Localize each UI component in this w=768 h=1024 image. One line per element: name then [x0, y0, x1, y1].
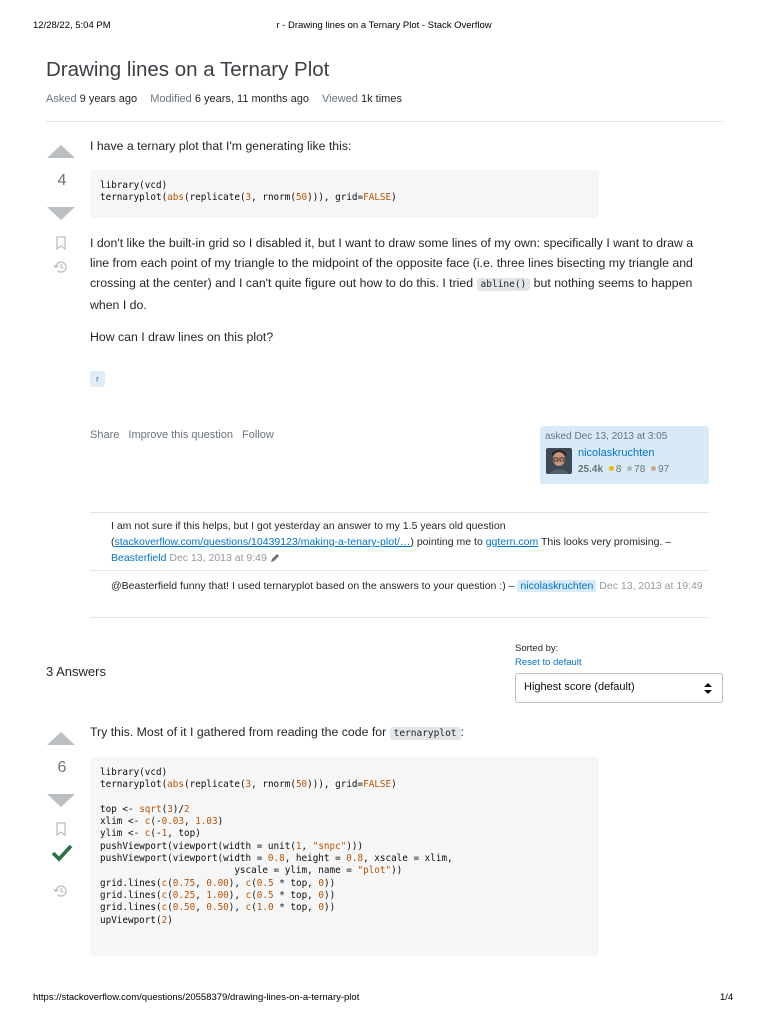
inline-code-ternaryplot: ternaryplot — [390, 727, 461, 740]
comment-date[interactable]: Dec 13, 2013 at 19:49 — [599, 580, 703, 592]
comment-divider — [90, 570, 709, 571]
sort-select[interactable] — [515, 673, 723, 703]
bronze-badge-icon — [651, 466, 656, 471]
print-url: https://stackoverflow.com/questions/20558379/drawing-lines-on-a-ternary-plot — [33, 992, 360, 1003]
comment-link[interactable]: stackoverflow.com/questions/10439123/making-a-tenary-plot/… — [114, 536, 411, 548]
question-title[interactable]: Drawing lines on a Ternary Plot — [46, 58, 330, 81]
reset-sort-link[interactable]: Reset to default — [515, 657, 582, 668]
reputation-score: 25.4k — [578, 464, 604, 475]
accepted-checkmark-icon — [51, 843, 73, 868]
comment-user-link[interactable]: nicolaskruchten — [517, 580, 596, 592]
comment-user-link[interactable]: Beasterfield — [111, 552, 167, 564]
answer-code-block: library(vcd) ternaryplot(abs(replicate(3, rnorm(50))), grid=FALSE) top <- sqrt(3)/2 xlim <- c(-0.03, 1.03) ylim <- c(-1, top) pushViewport(viewport(width = unit(1, "snpc"))) pushViewport(viewport(width = 0.8, height = 0.8, xscale = xlim, yscale = ylim, name = "plot")) grid.lines(c(0.75, 0.00), c(0.5 * top, 0)) grid.lines(c(0.25, 1.00), c(0.5 * top, 0)) grid.lines(c(0.50, 0.50), c(1.0 * top, 0)) upViewport(2) — [90, 757, 599, 956]
history-icon[interactable] — [53, 883, 69, 904]
title-divider — [46, 121, 723, 122]
silver-badge-count: 78 — [634, 464, 646, 475]
question-score: 4 — [57, 172, 67, 189]
comment: @Beasterfield funny that! I used ternaryplot based on the answers to your question :) – nicolaskruchten Dec 13, 2013 at 19:49 — [111, 580, 703, 592]
print-page-number: 1/4 — [720, 992, 734, 1003]
sorted-by-label: Sorted by: — [515, 643, 559, 654]
inline-code-abline: abline() — [477, 278, 531, 291]
silver-badge-icon — [627, 466, 632, 471]
comment: I am not sure if this helps, but I got yesterday an answer to my 1.5 years old question (stackoverflow.com/questions/10439123/making-a-tenary-plot/…) pointing me to ggtern.com This looks very promising. – Beasterfield Dec 13, 2013 at 9:49 — [111, 520, 672, 564]
question-paragraph: I don't like the built-in grid so I disabled it, but I want to draw some lines of my own: specifically I want to draw a line from each point of my triangle to the midpoint of the opposite face (i.e. three lines bisecting my triangle and crossing at the center) and I can't quite figure out how to do this. I tried abline() but nothing seems to happen when I do. — [90, 236, 694, 312]
code-line: library(vcd) — [100, 180, 168, 191]
comment-link[interactable]: ggtern.com — [485, 536, 539, 548]
sort-arrows-icon — [704, 683, 712, 697]
follow-link[interactable]: Follow — [242, 429, 274, 441]
answer-intro: Try this. Most of it I gathered from reading the code for ternaryplot : — [90, 725, 464, 739]
asked-timestamp: asked Dec 13, 2013 at 3:05 — [545, 431, 668, 442]
modified-label: Modified — [150, 93, 192, 105]
question-upvote-button[interactable] — [47, 145, 75, 158]
improve-question-link[interactable]: Improve this question — [128, 429, 233, 441]
answer-upvote-button[interactable] — [47, 732, 75, 745]
answer-score: 6 — [57, 759, 67, 776]
question-meta — [46, 93, 412, 105]
gold-badge-count: 8 — [615, 464, 622, 475]
modified-value[interactable]: 6 years, 11 months ago — [194, 93, 309, 105]
question-intro: I have a ternary plot that I'm generating like this: — [90, 139, 352, 153]
question-paragraph-2: How can I draw lines on this plot? — [90, 330, 274, 344]
answer-downvote-button[interactable] — [47, 794, 75, 807]
question-downvote-button[interactable] — [47, 207, 75, 220]
viewed-label: Viewed — [322, 93, 358, 105]
sort-selected-value: Highest score (default) — [524, 681, 635, 693]
asked-value: 9 years ago — [79, 93, 138, 105]
post-menu — [90, 429, 280, 441]
print-page-title: r - Drawing lines on a Ternary Plot - Stack Overflow — [276, 20, 492, 31]
comments-top-divider — [90, 512, 709, 513]
bronze-badge-count: 97 — [658, 464, 670, 475]
owner-reputation — [578, 464, 669, 475]
answers-count: 3 Answers — [46, 664, 106, 679]
owner-usercard — [540, 426, 709, 484]
asked-label: Asked — [46, 93, 77, 105]
viewed-value: 1k times — [361, 93, 402, 105]
owner-username[interactable]: nicolaskruchten — [578, 447, 655, 459]
share-link[interactable]: Share — [90, 429, 120, 441]
tag-r[interactable]: r — [90, 371, 105, 387]
comments-bottom-divider — [90, 617, 709, 618]
avatar[interactable] — [546, 448, 572, 474]
bookmark-icon[interactable] — [55, 236, 67, 255]
print-datetime: 12/28/22, 5:04 PM — [33, 20, 111, 31]
question-code-block: library(vcd) ternaryplot(abs(replicate(3, rnorm(50))), grid=FALSE) — [90, 170, 599, 218]
history-icon[interactable] — [53, 259, 69, 280]
comment-date[interactable]: Dec 13, 2013 at 9:49 — [169, 552, 267, 564]
gold-badge-icon — [609, 466, 614, 471]
pencil-icon[interactable] — [270, 553, 280, 563]
bookmark-icon[interactable] — [55, 822, 67, 841]
